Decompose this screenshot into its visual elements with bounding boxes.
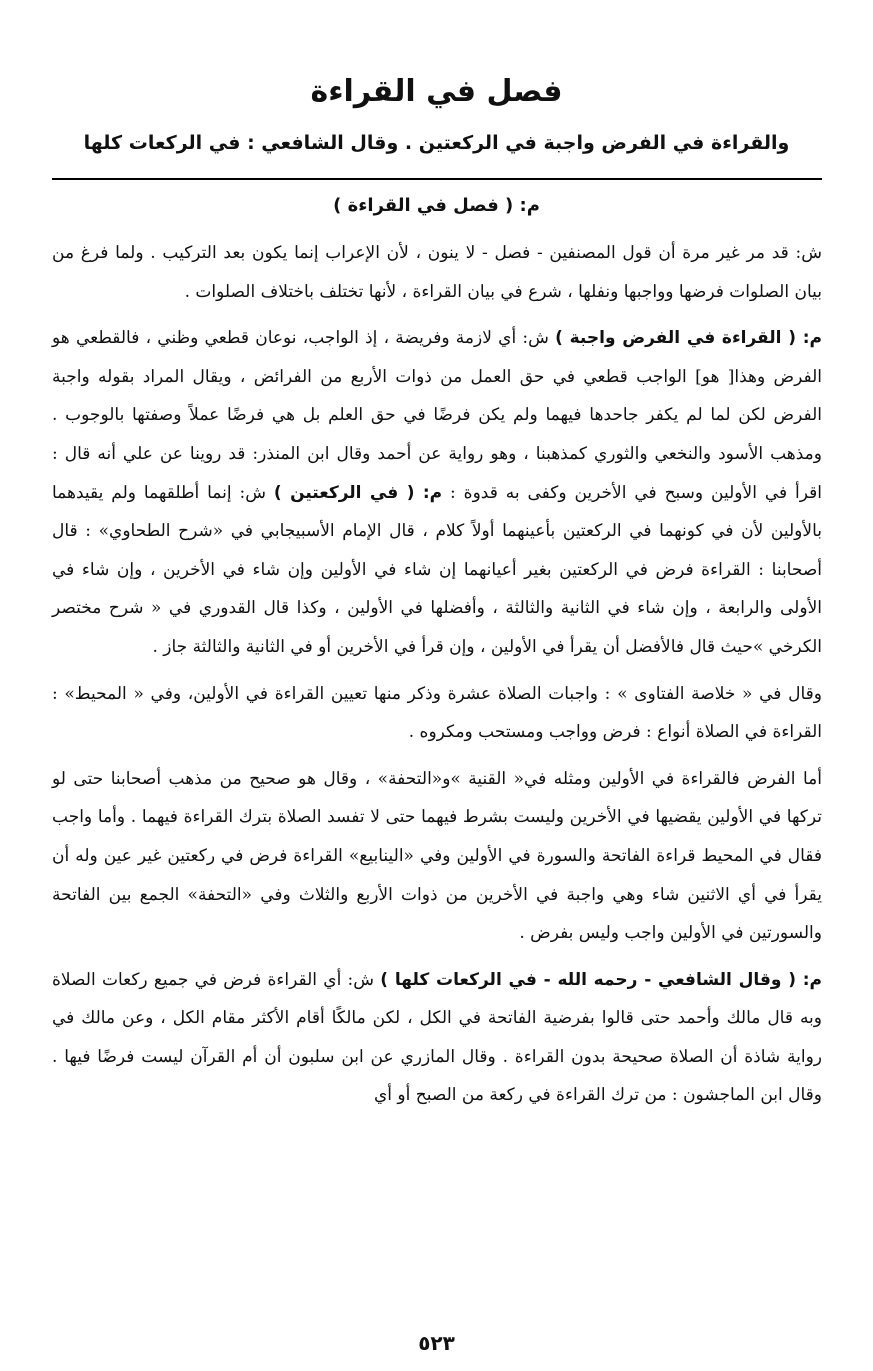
chapter-title: فصل في القراءة [310, 74, 563, 109]
paragraph-4: أما الفرض فالقراءة في الأولين ومثله في« القنية »و«التحفة» ، وقال هو صحيح من مذهب أصحابنا حتى لو تركها في الأولين يقضيها في الأخرين وليست بشرط فيهما حتى لا تفسد الصلاة بترك القراءة فيهما . وأما واجب فقال في المحيط قراءة الفاتحة والسورة في الأولين وفي «الينابيع» القراءة فرض في ركعتين غير عين وله أن يقرأ في أي الاثنين شاء وهي واجبة في الأخرين من ذوات الأربع والثلاث وفي «التحفة» الجمع بين الفاتحة والسورتين في الأولين واجب وليس بفرض . [52, 768, 822, 944]
paragraph-3: وقال في « خلاصة الفتاوى » : واجبات الصلاة عشرة وذكر منها تعيين القراءة في الأولين، وفي « المحيط» : القراءة في الصلاة أنواع : فرض وواجب ومستحب ومكروه . [52, 683, 822, 743]
commentary-text: ش: إنما أطلقهما ولم يقيدهما بالأولين لأن في كونهما في الركعتين بأعينهما أولاً كلام ، قال الإمام الأسبيجابي في «شرح الطحاوي» : قال أصحابنا : القراءة فرض في الركعتين بغير أعيانهما إن شاء في الأولين وإن شاء في الأخرين ، وإن شاء في الأولى والرابعة ، وإن شاء في الثانية والثالثة ، وأفضلها في الأولين ، وكذا قال القدوري في « شرح مختصر الكرخي »حيث قال فالأفضل أن يقرأ في الأولين ، وإن قرأ في الأخرين أو في الثانية والثالثة جاز . [52, 482, 822, 657]
matn-text: والقراءة في الفرض واجبة في الركعتين . وقال الشافعي : في الركعات كلها [83, 132, 790, 154]
commentary-text: ش: أي القراءة فرض في جميع ركعات الصلاة وبه قال مالك وأحمد حتى قالوا بفرضية الفاتحة في الكل ، لكن مالكًا أقام الأكثر مقام الكل ، وعن مالك في رواية شاذة أن الصلاة صحيحة بدون القراءة . وقال المازري عن ابن سلبون أن أم القرآن ليست فرضًا فيها . وقال ابن الماجشون : من ترك القراءة في ركعة من الصبح أو أي [52, 969, 822, 1106]
paragraph-2 [52, 319, 822, 666]
separator-rule [52, 178, 822, 180]
commentary-text: ش: أي لازمة وفريضة ، إذ الواجب، نوعان قطعي وظني ، فالقطعي هو الفرض وهذا[ هو] الواجب قطعي في حق العمل من ذوات الأربع من الفرائض ، ويقال المراد بقوله واجبة الفرض لكن لما لم يكفر جاحدها فيهما ولم يكن فرضًا في حق العلم بل هي فرضًا عملاً وصفتها بالوجوب . ومذهب الأسود والنخعي والثوري كمذهبنا ، وهو رواية عن أحمد وقال ابن المنذر: قد روينا عن علي أنه قال : اقرأ في الأولين وسبح في الأخرين وكفى به قدوة : [52, 328, 822, 503]
matn-quote: م: ( القراءة في الفرض واجبة ) [555, 328, 822, 349]
page-number: ٥٢٣ [418, 1331, 455, 1355]
matn-quote: م: ( في الركعتين ) [273, 482, 443, 503]
matn-quote: م: ( وقال الشافعي - رحمه الله - في الركعات كلها ) [380, 969, 822, 990]
paragraph-5 [52, 961, 822, 1115]
commentary-body [52, 234, 822, 1115]
commentary-heading: م: ( فصل في القراءة ) [333, 195, 540, 216]
paragraph-1: ش: قد مر غير مرة أن قول المصنفين - فصل - لا ينون ، لأن الإعراب إنما يكون بعد التركيب . ولما فرغ من بيان الصلوات فرضها وواجبها ونفلها ، شرع في بيان القراءة ، لأنها تختلف باختلاف الصلوات . [52, 243, 822, 302]
